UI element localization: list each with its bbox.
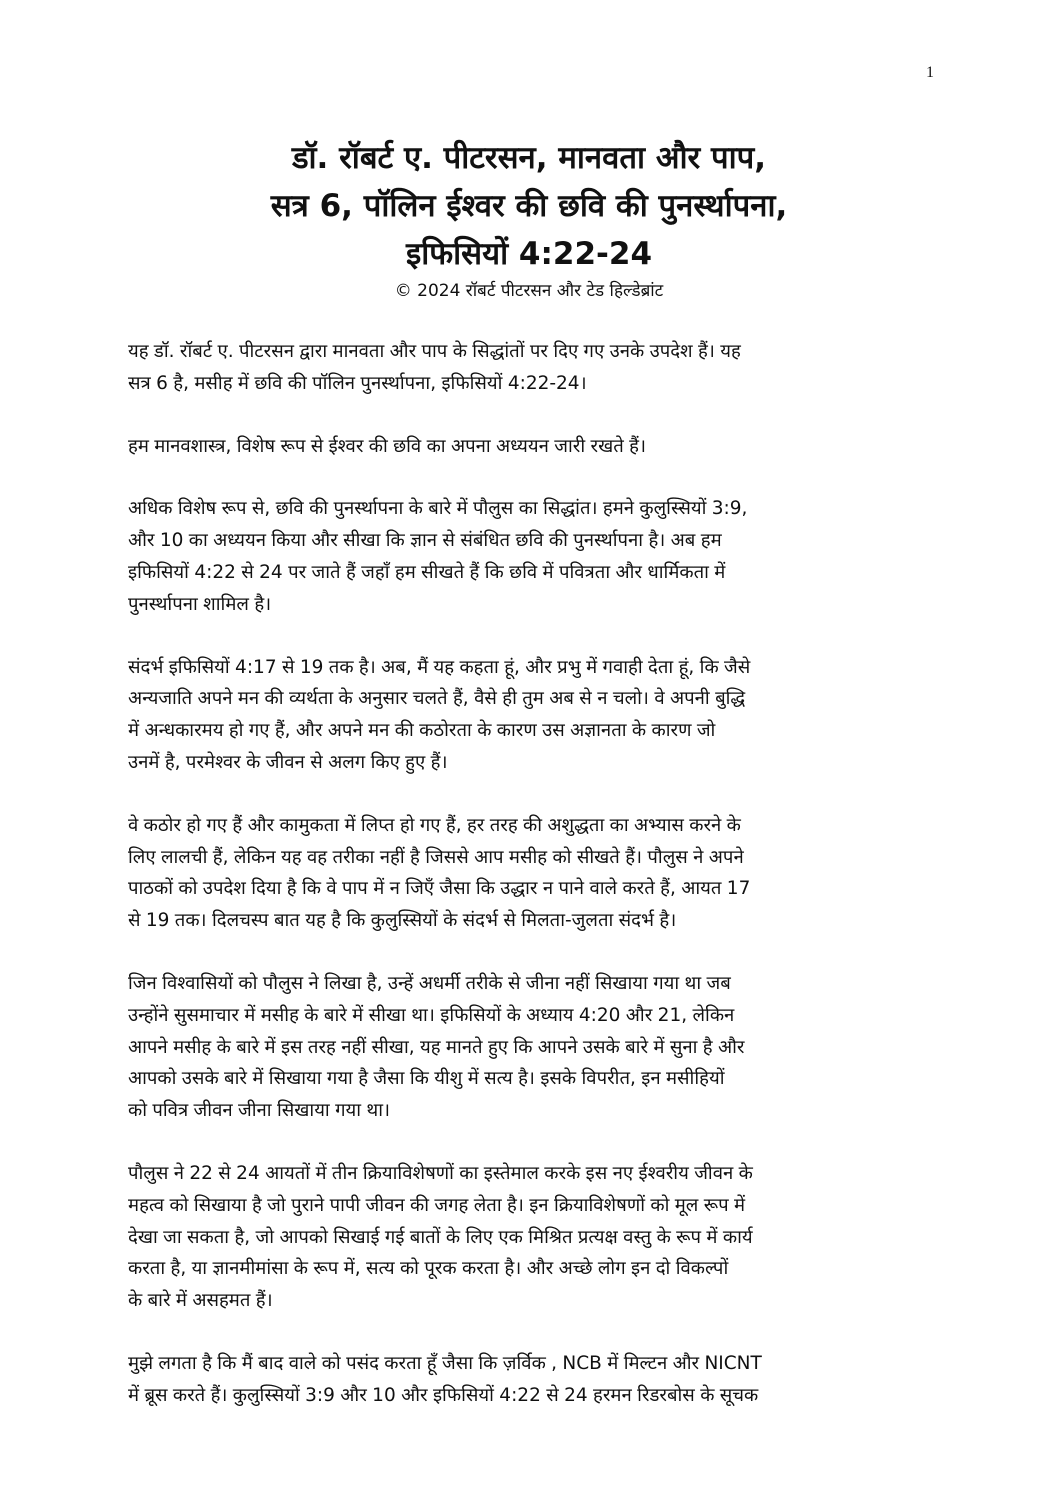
paragraph-4	[128, 652, 928, 779]
text-line: आपने मसीह के बारे में इस तरह नहीं सीखा, यह मानते हुए कि आपने उसके बारे में सुना है और	[128, 1036, 745, 1058]
text-line: में अन्धकारमय हो गए हैं, और अपने मन की कठोरता के कारण उस अज्ञानता के कारण जो	[128, 720, 716, 742]
text-line: महत्व को सिखाया है जो पुराने पापी जीवन की जगह लेता है। इन क्रियाविशेषणों को मूल रूप में	[128, 1194, 746, 1216]
text-line: जिन विश्वासियों को पौलुस ने लिखा है, उन्हें अधर्मी तरीके से जीना नहीं सिखाया गया था जब	[128, 972, 731, 994]
document-title-line-3: इफिसियों 4:22-24	[405, 236, 653, 272]
text-line: देखा जा सकता है, जो आपको सिखाई गई बातों के लिए एक मिश्रित प्रत्यक्ष वस्तु के रूप में कार्य	[128, 1226, 753, 1248]
text-line: इफिसियों 4:22 से 24 पर जाते हैं जहाँ हम सीखते हैं कि छवि में पवित्रता और धार्मिकता में	[128, 561, 726, 583]
text-line: यह डॉ. रॉबर्ट ए. पीटरसन द्वारा मानवता और पाप के सिद्धांतों पर दिए गए उनके उपदेश हैं। यह	[128, 341, 741, 362]
copyright-notice: © 2024 रॉबर्ट पीटरसन और टेड हिल्डेब्रांट	[394, 281, 664, 301]
text-line: को पवित्र जीवन जीना सिखाया गया था।	[128, 1100, 391, 1122]
page-number: 1	[926, 64, 934, 81]
text-line: वे कठोर हो गए हैं और कामुकता में लिप्त हो गए हैं, हर तरह की अशुद्धता का अभ्यास करने के	[128, 814, 741, 836]
paragraph-1	[128, 336, 928, 400]
text-line: उन्होंने सुसमाचार में मसीह के बारे में सीखा था। इफिसियों के अध्याय 4:20 और 21, लेकिन	[128, 1004, 735, 1026]
text-line: उनमें है, परमेश्वर के जीवन से अलग किए हुए हैं।	[128, 751, 448, 773]
text-line: मुझे लगता है कि मैं बाद वाले को पसंद करता हूँ जैसा कि ज़र्विक , NCB में मिल्टन और NICNT	[128, 1352, 762, 1374]
paragraph-2	[128, 431, 928, 463]
text-line: सत्र 6 है, मसीह में छवि की पॉलिन पुनर्स्थापना, इफिसियों 4:22-24।	[128, 372, 587, 394]
text-line: अन्यजाति अपने मन की व्यर्थता के अनुसार चलते हैं, वैसे ही तुम अब से न चलो। वे अपनी बुद्धि	[128, 688, 746, 710]
text-line: से 19 तक। दिलचस्प बात यह है कि कुलुस्सियों के संदर्भ से मिलता-जुलता संदर्भ है।	[128, 910, 677, 932]
paragraph-6	[128, 968, 928, 1127]
text-line: लिए लालची हैं, लेकिन यह वह तरीका नहीं है जिससे आप मसीह को सीखते हैं। पौलुस ने अपने	[128, 846, 744, 868]
text-line: संदर्भ इफिसियों 4:17 से 19 तक है। अब, मैं यह कहता हूं, और प्रभु में गवाही देता हूं, कि जैसे	[128, 656, 751, 678]
text-line: करता है, या ज्ञानमीमांसा के रूप में, सत्य को पूरक करता है। और अच्छे लोग इन दो विकल्पों	[128, 1258, 729, 1280]
text-line: में ब्रूस करते हैं। कुलुस्सियों 3:9 और 10 और इफिसियों 4:22 से 24 हरमन रिडरबोस के सूचक	[128, 1384, 759, 1406]
text-line: पौलुस ने 22 से 24 आयतों में तीन क्रियाविशेषणों का इस्तेमाल करके इस नए ईश्वरीय जीवन के	[128, 1162, 753, 1184]
paragraph-3	[128, 493, 928, 620]
text-line: पाठकों को उपदेश दिया है कि वे पाप में न जिएँ जैसा कि उद्धार न पाने वाले करते हैं, आयत 17	[128, 878, 751, 900]
text-line: के बारे में असहमत हैं।	[128, 1290, 273, 1312]
text-line: पुनर्स्थापना शामिल है।	[128, 593, 272, 615]
text-line: हम मानवशास्त्र, विशेष रूप से ईश्वर की छवि का अपना अध्ययन जारी रखते हैं।	[128, 435, 646, 457]
document-title-line-1: डॉ. रॉबर्ट ए. पीटरसन, मानवता और पाप,	[291, 140, 767, 176]
text-line: आपको उसके बारे में सिखाया गया है जैसा कि यीशु में सत्य है। इसके विपरीत, इन मसीहियों	[128, 1068, 725, 1090]
document-header	[120, 134, 938, 304]
document-body	[128, 336, 928, 1443]
document-title-line-2: सत्र 6, पॉलिन ईश्वर की छवि की पुनर्स्थापना,	[270, 188, 788, 224]
text-line: और 10 का अध्ययन किया और सीखा कि ज्ञान से संबंधित छवि की पुनर्स्थापना है। अब हम	[128, 530, 722, 552]
paragraph-5	[128, 810, 928, 937]
paragraph-8	[128, 1348, 928, 1412]
text-line: अधिक विशेष रूप से, छवि की पुनर्स्थापना के बारे में पौलुस का सिद्धांत। हमने कुलुस्सियों 3:9,	[128, 498, 748, 520]
paragraph-7	[128, 1158, 928, 1317]
